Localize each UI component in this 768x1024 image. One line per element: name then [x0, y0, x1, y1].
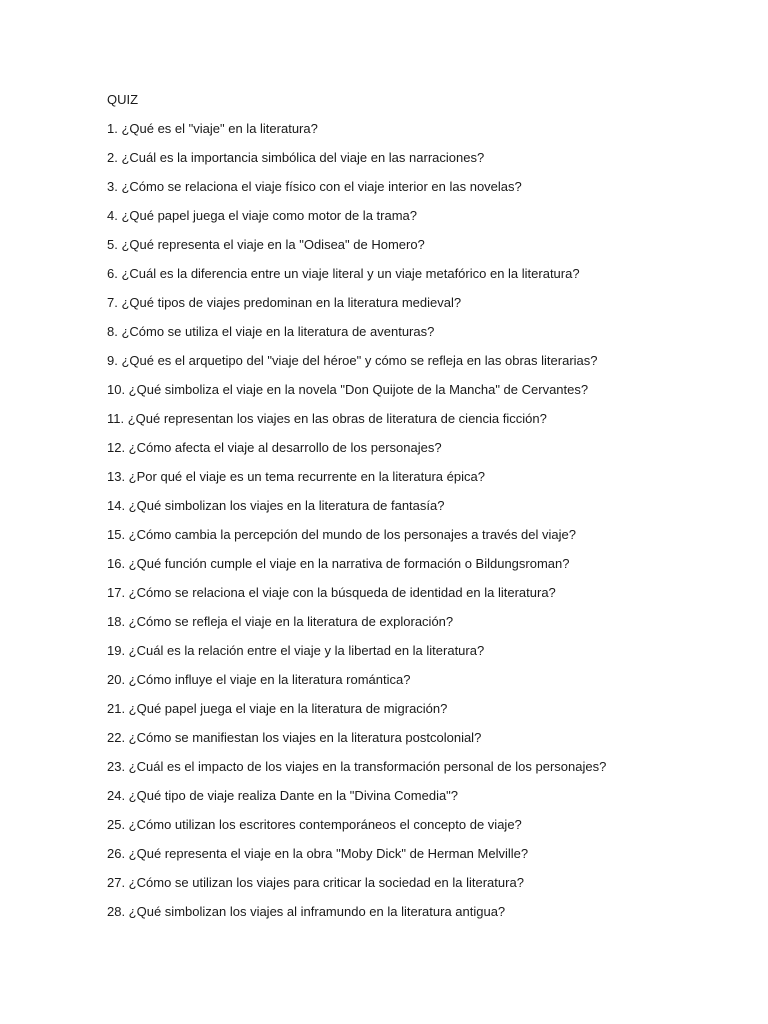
- question-16: 16. ¿Qué función cumple el viaje en la narrativa de formación o Bildungsroman?: [107, 556, 570, 571]
- question-19: 19. ¿Cuál es la relación entre el viaje y la libertad en la literatura?: [107, 643, 485, 658]
- question-25: 25. ¿Cómo utilizan los escritores contemporáneos el concepto de viaje?: [107, 817, 522, 832]
- question-14: 14. ¿Qué simbolizan los viajes en la literatura de fantasía?: [107, 498, 445, 513]
- question-10: 10. ¿Qué simboliza el viaje en la novela "Don Quijote de la Mancha" de Cervantes?: [107, 382, 589, 397]
- question-7: 7. ¿Qué tipos de viajes predominan en la literatura medieval?: [107, 295, 462, 310]
- question-20: 20. ¿Cómo influye el viaje en la literatura romántica?: [107, 672, 411, 687]
- question-17: 17. ¿Cómo se relaciona el viaje con la búsqueda de identidad en la literatura?: [107, 585, 556, 600]
- question-24: 24. ¿Qué tipo de viaje realiza Dante en la "Divina Comedia"?: [107, 788, 459, 803]
- question-23: 23. ¿Cuál es el impacto de los viajes en la transformación personal de los personajes?: [107, 759, 607, 774]
- question-2: 2. ¿Cuál es la importancia simbólica del viaje en las narraciones?: [107, 150, 485, 165]
- question-9: 9. ¿Qué es el arquetipo del "viaje del héroe" y cómo se refleja en las obras literarias?: [107, 353, 598, 368]
- question-list: [107, 121, 606, 933]
- question-15: 15. ¿Cómo cambia la percepción del mundo de los personajes a través del viaje?: [107, 527, 576, 542]
- document-title: QUIZ: [107, 92, 139, 107]
- question-1: 1. ¿Qué es el "viaje" en la literatura?: [107, 121, 318, 136]
- question-12: 12. ¿Cómo afecta el viaje al desarrollo de los personajes?: [107, 440, 442, 455]
- question-21: 21. ¿Qué papel juega el viaje en la literatura de migración?: [107, 701, 448, 716]
- question-8: 8. ¿Cómo se utiliza el viaje en la literatura de aventuras?: [107, 324, 435, 339]
- question-27: 27. ¿Cómo se utilizan los viajes para criticar la sociedad en la literatura?: [107, 875, 524, 890]
- question-28: 28. ¿Qué simbolizan los viajes al inframundo en la literatura antigua?: [107, 904, 506, 919]
- question-6: 6. ¿Cuál es la diferencia entre un viaje literal y un viaje metafórico en la literatura?: [107, 266, 580, 281]
- question-5: 5. ¿Qué representa el viaje en la "Odisea" de Homero?: [107, 237, 425, 252]
- question-18: 18. ¿Cómo se refleja el viaje en la literatura de exploración?: [107, 614, 454, 629]
- question-26: 26. ¿Qué representa el viaje en la obra "Moby Dick" de Herman Melville?: [107, 846, 529, 861]
- question-22: 22. ¿Cómo se manifiestan los viajes en la literatura postcolonial?: [107, 730, 482, 745]
- question-4: 4. ¿Qué papel juega el viaje como motor de la trama?: [107, 208, 418, 223]
- question-13: 13. ¿Por qué el viaje es un tema recurrente en la literatura épica?: [107, 469, 485, 484]
- question-3: 3. ¿Cómo se relaciona el viaje físico con el viaje interior en las novelas?: [107, 179, 522, 194]
- question-11: 11. ¿Qué representan los viajes en las obras de literatura de ciencia ficción?: [107, 411, 547, 426]
